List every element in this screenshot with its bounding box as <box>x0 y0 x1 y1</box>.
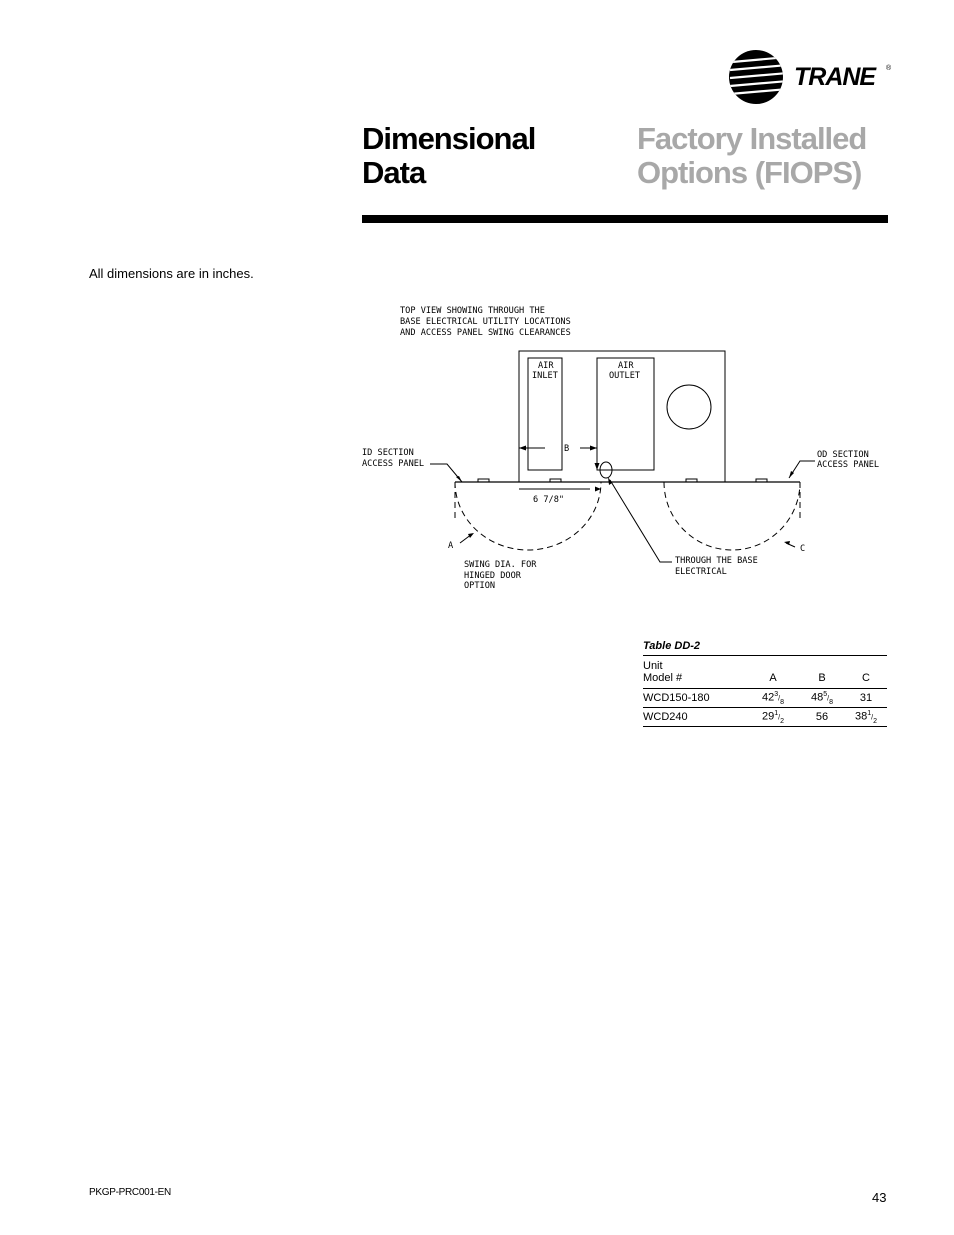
column-header: A <box>747 672 799 689</box>
table-caption: Table DD-2 <box>643 640 887 656</box>
dimension-cell: $48^5/_8$ <box>799 689 845 708</box>
top-view-drawing <box>355 300 895 600</box>
dimension-table <box>643 640 887 727</box>
dimension-cell: 56 <box>799 707 845 726</box>
model-cell: WCD150-180 <box>643 689 747 708</box>
air-inlet-label: INLET <box>532 371 558 381</box>
column-header <box>747 656 799 672</box>
table-row <box>643 707 887 726</box>
dimensions-note: All dimensions are in inches. <box>89 266 254 281</box>
dimension-label: 6 7/8" <box>533 495 565 505</box>
id-section-label: ACCESS PANEL <box>362 459 425 469</box>
swing-label: OPTION <box>464 581 496 591</box>
dimension-a-label: A <box>448 541 454 551</box>
column-header: C <box>845 672 887 689</box>
dimension-cell: $42^3/_8$ <box>747 689 799 708</box>
column-header: Unit <box>643 660 663 672</box>
dimension-b-label: B <box>564 444 570 454</box>
dimension-cell: $38^1/_2$ <box>845 707 887 726</box>
page-title <box>362 122 535 190</box>
swing-label: HINGED DOOR <box>464 571 521 581</box>
column-header: B <box>799 672 845 689</box>
document-id: PKGP-PRC001-EN <box>89 1187 171 1198</box>
trane-logo <box>728 48 898 106</box>
od-section-label: OD SECTION <box>817 450 869 460</box>
od-section-label: ACCESS PANEL <box>817 460 880 470</box>
title-line: Dimensional <box>362 121 536 156</box>
brand-wordmark: TRANE <box>794 63 876 91</box>
swing-label: SWING DIA. FOR <box>464 560 537 570</box>
dimension-cell: 31 <box>845 689 887 708</box>
column-header <box>799 656 845 672</box>
drawing-caption: BASE ELECTRICAL UTILITY LOCATIONS <box>400 317 571 327</box>
id-section-label: ID SECTION <box>362 448 414 458</box>
column-header <box>845 656 887 672</box>
swing-arc-left <box>455 482 601 550</box>
air-inlet-label: AIR <box>538 361 554 371</box>
section-title-line: Options (FIOPS) <box>637 155 862 190</box>
header-rule <box>362 215 888 223</box>
swing-arc-right <box>664 482 800 550</box>
model-cell: WCD240 <box>643 707 747 726</box>
drawing-caption: TOP VIEW SHOWING THROUGH THE <box>400 306 545 316</box>
air-outlet-label: OUTLET <box>609 371 641 381</box>
drawing-caption: AND ACCESS PANEL SWING CLEARANCES <box>400 328 571 338</box>
through-base-label: ELECTRICAL <box>675 567 727 577</box>
column-header: Model # <box>643 672 747 689</box>
fan-circle <box>667 385 711 429</box>
section-title-line: Factory Installed <box>637 121 867 156</box>
dimension-cell: $29^1/_2$ <box>747 707 799 726</box>
table-row <box>643 689 887 708</box>
section-title <box>637 122 866 190</box>
through-base-label: THROUGH THE BASE <box>675 556 758 566</box>
registered-mark: ® <box>886 65 892 72</box>
title-line: Data <box>362 155 426 190</box>
dimension-c-label: C <box>800 544 806 554</box>
page-number: 43 <box>872 1190 887 1205</box>
air-outlet-label: AIR <box>618 361 634 371</box>
